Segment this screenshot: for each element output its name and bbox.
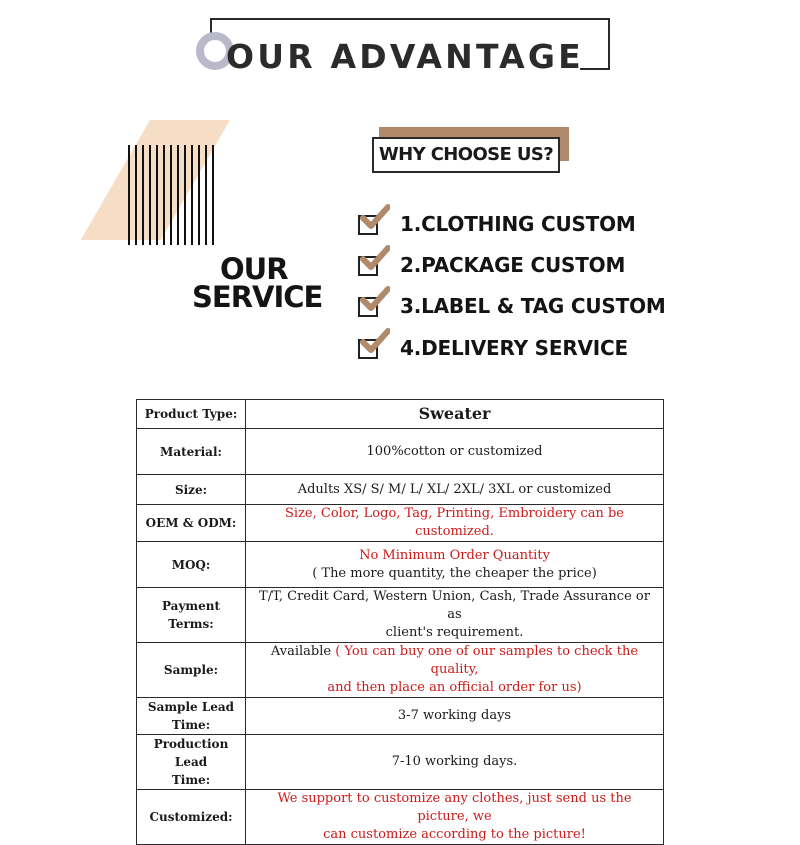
label-line2: Time: — [171, 718, 211, 732]
table-row — [137, 643, 664, 698]
table-row — [137, 429, 664, 475]
moq-line2: ( The more quantity, the cheaper the price) — [312, 565, 597, 581]
payment-line2: client's requirement. — [385, 625, 524, 640]
row-value-payment-terms — [246, 588, 664, 643]
sample-available: Available — [270, 644, 332, 659]
row-value-oem-odm: Size, Color, Logo, Tag, Printing, Embroidery can be customized. — [246, 505, 664, 542]
sample-line1 — [252, 643, 657, 679]
vertical-stripes-graphic — [128, 145, 216, 245]
table-row — [137, 475, 664, 505]
checklist-item-label: 2.PACKAGE CUSTOM — [400, 253, 626, 277]
header-frame-top — [210, 18, 610, 20]
table-row — [137, 505, 664, 542]
checkmark-icon — [360, 204, 390, 234]
table-row — [137, 735, 664, 790]
row-label-product-type: Product Type: — [137, 400, 246, 429]
checkmark-icon — [360, 286, 390, 316]
table-row — [137, 790, 664, 845]
row-label-sample-lead-time — [137, 698, 246, 735]
row-value-moq — [246, 542, 664, 588]
page-title: OUR ADVANTAGE — [226, 37, 584, 76]
row-label-payment-terms: Payment Terms: — [137, 588, 246, 643]
row-value-sample-lead-time: 3-7 working days — [246, 698, 664, 735]
checkmark-icon — [360, 328, 390, 358]
row-value-production-lead-time: 7-10 working days. — [246, 735, 664, 790]
checklist-item-label: 3.LABEL & TAG CUSTOM — [400, 294, 666, 318]
checklist-item-label: 4.DELIVERY SERVICE — [400, 336, 628, 360]
moq-line1: No Minimum Order Quantity — [359, 547, 550, 563]
payment-line1: T/T, Credit Card, Western Union, Cash, Trade Assurance or as — [259, 589, 650, 622]
header-frame-right — [608, 18, 610, 70]
customized-line2: can customize according to the picture! — [323, 827, 586, 842]
table-row — [137, 400, 664, 429]
product-spec-table — [136, 399, 664, 845]
table-row — [137, 542, 664, 588]
row-label-oem-odm: OEM & ODM: — [137, 505, 246, 542]
header-frame-tick — [580, 68, 610, 70]
row-value-sample — [246, 643, 664, 698]
row-label-production-lead-time — [137, 735, 246, 790]
checklist-item-label: 1.CLOTHING CUSTOM — [400, 212, 636, 236]
row-value-product-type: Sweater — [246, 400, 664, 429]
why-choose-label: WHY CHOOSE US? — [372, 137, 560, 173]
row-label-sample: Sample: — [137, 643, 246, 698]
row-label-size: Size: — [137, 475, 246, 505]
table-row — [137, 588, 664, 643]
customized-line1: We support to customize any clothes, just send us the picture, we — [277, 791, 632, 824]
sample-line2: and then place an official order for us) — [327, 680, 582, 695]
sample-note: ( You can buy one of our samples to check the quality, — [331, 644, 639, 677]
row-label-moq: MOQ: — [137, 542, 246, 588]
row-value-material: 100%cotton or customized — [246, 429, 664, 475]
row-value-size: Adults XS/ S/ M/ L/ XL/ 2XL/ 3XL or customized — [246, 475, 664, 505]
service-heading-line2: SERVICE — [192, 280, 323, 314]
label-line2: Time: — [171, 773, 211, 787]
service-heading-line1: OUR — [220, 252, 288, 286]
row-label-customized: Customized: — [137, 790, 246, 845]
label-line1: Sample Lead — [147, 700, 235, 714]
checkmark-icon — [360, 245, 390, 275]
row-label-material: Material: — [137, 429, 246, 475]
label-line1: Production Lead — [153, 737, 229, 769]
table-row — [137, 698, 664, 735]
row-value-customized — [246, 790, 664, 845]
